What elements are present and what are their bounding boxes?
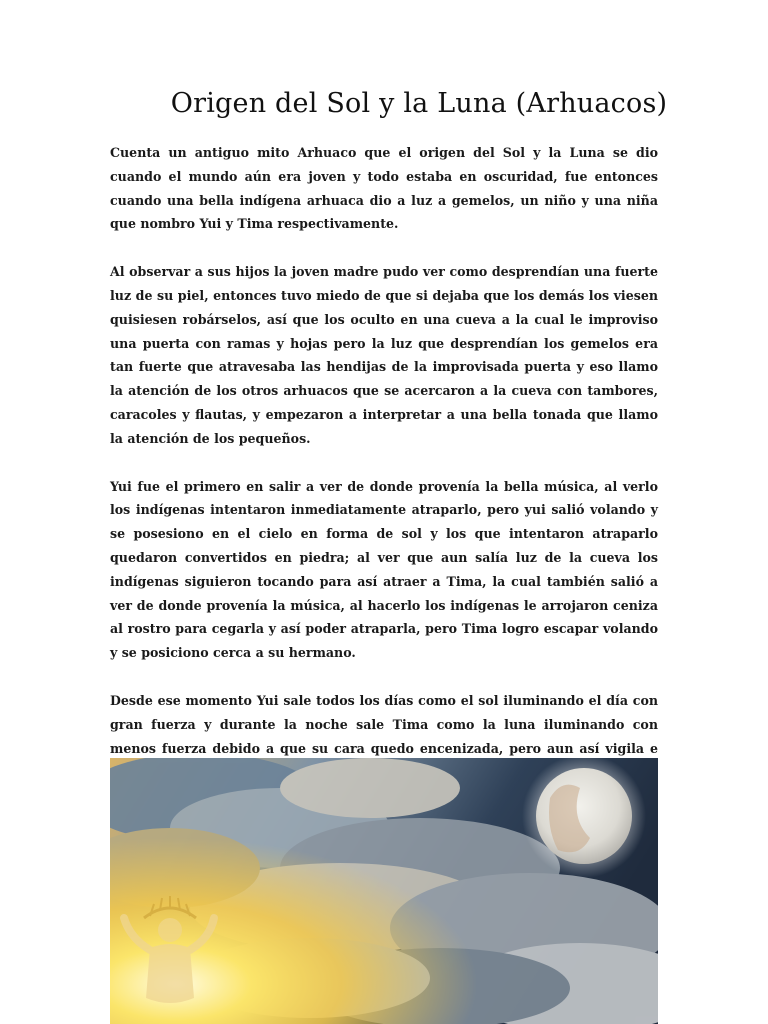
paragraph-1: Cuenta un antiguo mito Arhuaco que el origen del Sol y la Luna se dio cuando el mundo aún era joven y todo estaba en oscuridad, fue entonces cuando una bella indígena arhuaca dio a luz a gemelos, un niño y una niña que nombro Yui y Tima respectivamente.: [110, 145, 658, 232]
paragraph-3: Yui fue el primero en salir a ver de donde provenía la bella música, al verlo los indígenas intentaron inmediatamente atraparlo, pero yui salió volando y se posesiono en el cielo en forma de sol y los que intentaron atraparlo quedaron convertidos en piedra; al ver que aun salía luz de la cueva los indígenas siguieron tocando para así atraer a Tima, la cual también salió a ver de donde provenía la música, al hacerlo los indígenas le arrojaron ceniza al rostro para cegarla y así poder atraparla, pero Tima logro escapar volando y se posiciono cerca a su hermano.: [110, 478, 658, 661]
page-title: Origen del Sol y la Luna (Arhuacos): [170, 88, 668, 119]
article-body: [110, 141, 658, 808]
paragraph-2: Al observar a sus hijos la joven madre pudo ver como desprendían una fuerte luz de su piel, entonces tuvo miedo de que si dejaba que los demás los viesen quisiesen robárselos, así que los oculto en una cueva a la cual le improviso una puerta con ramas y hojas pero la luz que desprendían los gemelos era tan fuerte que atravesaba las hendijas de la improvisada puerta y eso llamo la atención de los otros arhuacos que se acercaron a la cueva con tambores, caracoles y flautas, y empezaron a interpretar a una bella tonada que llamo la atención de los pequeños.: [110, 264, 658, 446]
sun-moon-illustration: [110, 758, 658, 1024]
paragraph-4: Desde ese momento Yui sale todos los días como el sol iluminando el día con gran fuerza y durante la noche sale Tima como la luna iluminando con menos fuerza debido a que su cara quedo encenizada, pero aun así vigila e: [110, 692, 658, 756]
